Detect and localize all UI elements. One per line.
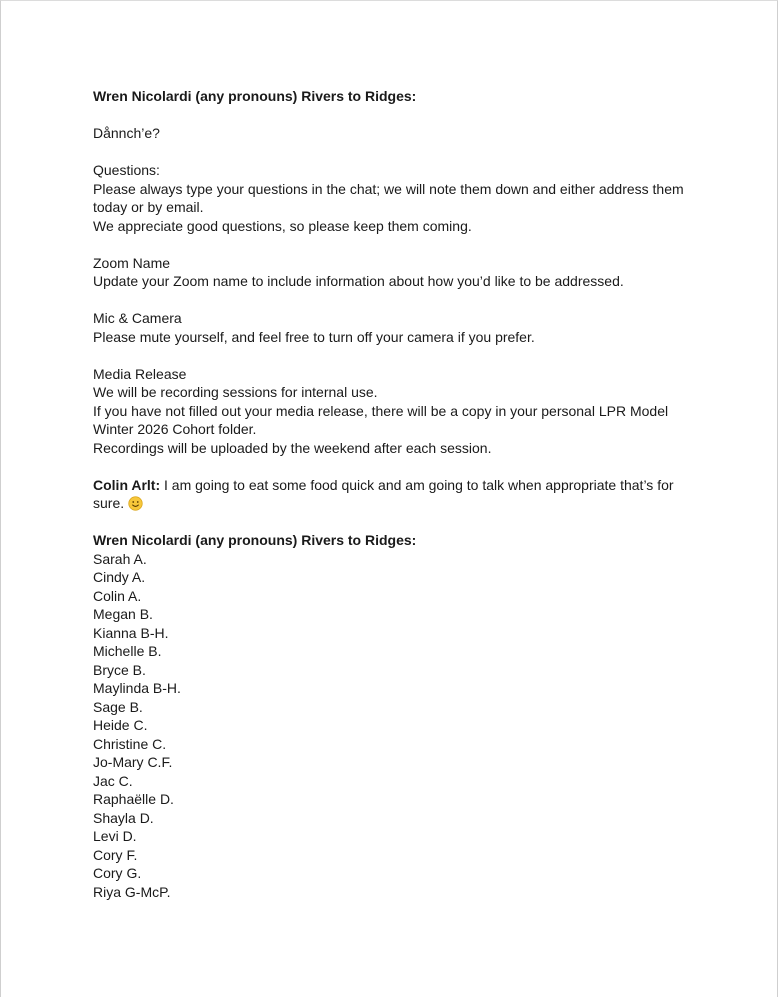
slightly-smiling-face-icon xyxy=(128,496,143,511)
mic-line: Please mute yourself, and feel free to turn off your camera if you prefer. xyxy=(93,328,535,345)
message-text: I am going to eat some food quick and am going to talk when appropriate that’s for sure. xyxy=(93,476,678,511)
list-item: Michelle B. xyxy=(93,643,162,659)
questions-heading: Questions: xyxy=(93,162,160,178)
mic-heading: Mic & Camera xyxy=(93,310,182,326)
media-line: Recordings will be uploaded by the weekend after each session. xyxy=(93,439,492,456)
list-item: Kianna B-H. xyxy=(93,624,169,641)
chat-message xyxy=(93,476,693,513)
questions-line: Please always type your questions in the chat; we will note them down and either address them today or by email. xyxy=(93,180,688,215)
list-item: Jac C. xyxy=(93,772,133,789)
speaker-name: Wren Nicolardi (any pronouns) Rivers to Ridges: xyxy=(93,532,417,548)
list-item: Bryce B. xyxy=(93,661,146,678)
list-item: Sage B. xyxy=(93,698,143,715)
list-item: Shayla D. xyxy=(93,809,154,826)
list-item: Sarah A. xyxy=(93,550,147,567)
media-heading: Media Release xyxy=(93,365,187,382)
zoom-heading: Zoom Name xyxy=(93,254,171,271)
questions-line: We appreciate good questions, so please keep them coming. xyxy=(93,217,472,234)
chat-transcript xyxy=(93,87,693,901)
greeting-text: Dånnch’e? xyxy=(93,125,160,141)
list-item: Colin A. xyxy=(93,587,142,604)
list-item: Cindy A. xyxy=(93,569,146,585)
list-item: Riya G-McP. xyxy=(93,883,171,900)
list-item: Megan B. xyxy=(93,606,153,622)
speaker-name: Colin Arlt: xyxy=(93,476,161,493)
list-item: Cory F. xyxy=(93,846,138,863)
media-line: We will be recording sessions for internal use. xyxy=(93,384,378,400)
zoom-line: Update your Zoom name to include information about how you’d like to be addressed. xyxy=(93,273,624,289)
media-line: If you have not filled out your media release, there will be a copy in your personal LPR Model Winter 2026 Cohort folder. xyxy=(93,402,672,437)
speaker-name: Wren Nicolardi (any pronouns) Rivers to Ridges: xyxy=(93,88,417,104)
list-item: Jo-Mary C.F. xyxy=(93,754,173,770)
list-item: Levi D. xyxy=(93,828,137,844)
list-item: Christine C. xyxy=(93,735,167,752)
list-item: Maylinda B-H. xyxy=(93,680,181,696)
list-item: Raphaëlle D. xyxy=(93,791,174,807)
attendee-list xyxy=(93,550,693,902)
list-item: Heide C. xyxy=(93,717,148,733)
list-item: Cory G. xyxy=(93,865,142,881)
